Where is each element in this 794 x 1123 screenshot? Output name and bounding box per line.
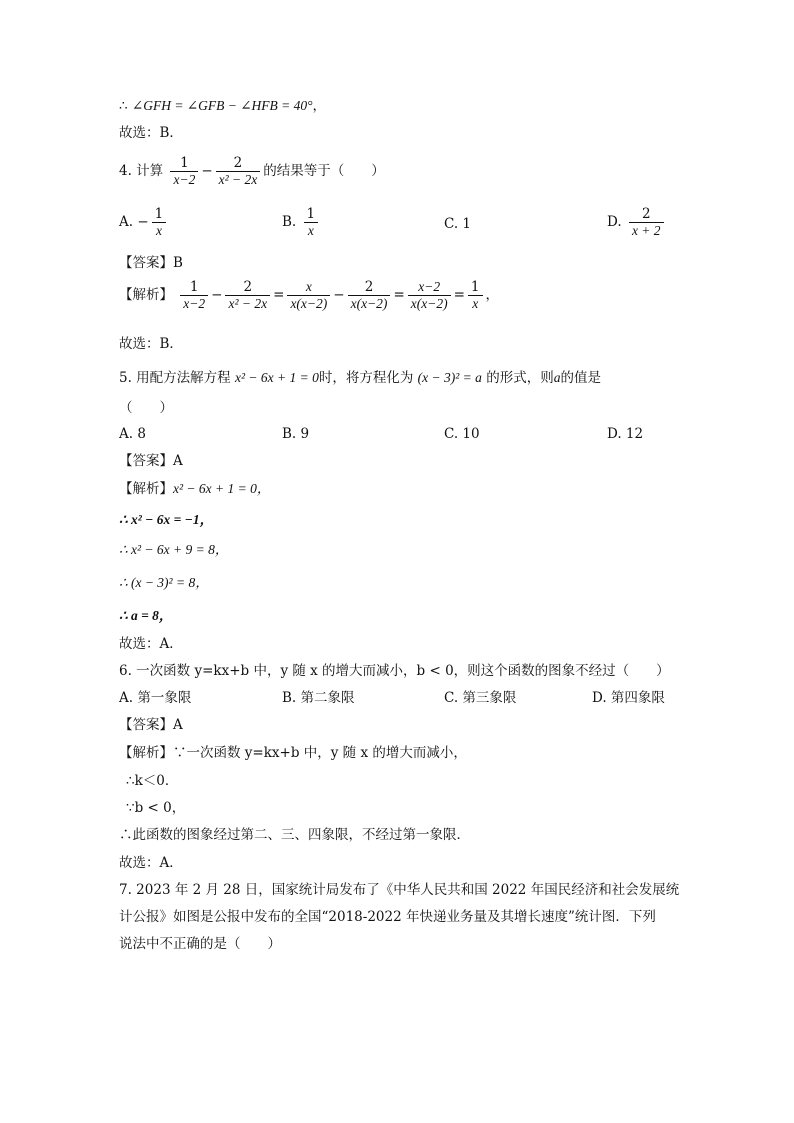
minus-sign: −	[333, 287, 345, 303]
q5-stem-part: 5. 用配方法解方程	[119, 370, 231, 386]
denominator: x	[468, 295, 483, 312]
numerator: x−2	[418, 279, 441, 294]
denominator: x² − 2x	[225, 295, 270, 312]
numerator: 2	[243, 279, 253, 295]
q5-analysis-line-1	[119, 479, 270, 499]
therefore-symbol: ∴	[119, 98, 128, 114]
numerator: 2	[233, 155, 243, 171]
q4-fraction-1	[170, 155, 198, 188]
analysis-label: 【解析】	[119, 287, 173, 303]
q6-option-b: B. 第二象限	[282, 690, 355, 706]
option-label: B.	[282, 214, 297, 230]
question-7-line-1: 7. 2023 年 2 月 28 日，国家统计局发布了《中华人民共和国 2022 年国民经济和社会发展统	[119, 882, 680, 898]
q5-option-d: D. 12	[607, 426, 644, 442]
analysis-fraction-3	[287, 279, 330, 312]
option-fraction	[629, 206, 664, 239]
denominator: x + 2	[629, 222, 664, 239]
question-5-stem	[119, 368, 601, 388]
q4-suffix: 的结果等于（ ）	[263, 163, 385, 179]
q5-stem-part: 时，将方程化为	[318, 370, 414, 386]
q6-option-d: D. 第四象限	[592, 690, 665, 706]
numerator: x	[305, 279, 312, 294]
option-fraction	[152, 206, 167, 239]
angle-expression: ∠GFH = ∠GFB − ∠HFB = 40°	[131, 98, 313, 113]
denominator: x−2	[180, 295, 208, 312]
question-6-stem: 6. 一次函数 y=kx+b 中，y 随 x 的增大而减小，b < 0，则这个函数的图象不经过（ ）	[119, 663, 670, 679]
denominator: x² − 2x	[216, 171, 261, 188]
option-label: A.	[119, 214, 134, 230]
numerator: 1	[306, 206, 316, 222]
q6-answer: 【答案】A	[119, 717, 183, 733]
q5-analysis-line-4: ∴ (x − 3)² = 8，	[119, 575, 209, 590]
analysis-fraction-2	[225, 279, 270, 312]
minus-sign: −	[211, 287, 223, 303]
punct: ，	[312, 98, 327, 114]
analysis-fraction-5	[408, 279, 451, 312]
q6-step-1: ∴k＜0．	[126, 773, 179, 789]
q6-analysis: 【解析】∵一次函数 y=kx+b 中，y 随 x 的增大而减小，	[119, 745, 467, 761]
option-fraction	[304, 206, 319, 239]
q4-prefix: 4. 计算	[119, 163, 164, 179]
q6-option-c: C. 第三象限	[444, 690, 517, 706]
denominator: x−2	[170, 171, 198, 188]
question-7-line-3: 说法中不正确的是（ ）	[119, 936, 281, 952]
equals-sign: =	[393, 287, 405, 303]
question-7-line-2: 计公报》如图是公报中发布的全国“2018-2022 年快递业务量及其增长速度”统计图．下列	[119, 909, 656, 925]
q4-fraction-2	[216, 155, 261, 188]
q5-paren: （ ）	[119, 400, 173, 416]
analysis-fraction-4	[348, 279, 391, 312]
denominator: x(x−2)	[408, 295, 451, 312]
q5-option-a: A. 8	[119, 426, 146, 442]
minus-sign: −	[201, 163, 213, 179]
angle-equation-line	[119, 96, 326, 116]
q4-option-d	[607, 206, 667, 239]
q4-option-a	[119, 206, 169, 239]
analysis-fraction-1	[180, 279, 208, 312]
denominator: x	[152, 222, 167, 239]
numerator: 1	[189, 279, 199, 295]
denominator: x	[304, 222, 319, 239]
analysis-label: 【解析】	[119, 481, 173, 497]
analysis-fraction-6	[468, 279, 483, 312]
numerator: 1	[470, 279, 480, 295]
denominator: x(x−2)	[348, 295, 391, 312]
analysis-step: x² − 6x + 1 = 0，	[173, 481, 271, 496]
punct: ，	[485, 287, 499, 303]
q6-option-a: A. 第一象限	[119, 690, 192, 706]
q5-analysis-line-2: ∴ x² − 6x = −1，	[119, 512, 214, 527]
minus-sign: −	[137, 214, 149, 230]
q4-answer: 【答案】B	[119, 255, 183, 271]
q5-stem-part: 的形式，则	[486, 370, 554, 386]
q5-target-form: (x − 3)² = a	[417, 370, 482, 385]
q5-variable: a	[553, 370, 561, 385]
q5-equation: x² − 6x + 1 = 0	[234, 370, 319, 385]
numerator: 1	[180, 155, 189, 171]
q5-option-b: B. 9	[282, 426, 310, 442]
q5-analysis-line-3: ∴ x² − 6x + 9 = 8，	[119, 542, 229, 557]
equals-sign: =	[453, 287, 465, 303]
option-label: D.	[607, 214, 622, 230]
q5-stem-part: 的值是	[560, 370, 601, 386]
q5-option-c: C. 10	[444, 426, 480, 442]
question-4-stem	[119, 155, 385, 188]
q5-answer: 【答案】A	[119, 453, 183, 469]
q6-step-3: ∴此函数的图象经过第二、三、四象限，不经过第一象限．	[119, 827, 470, 843]
q5-conclusion: 故选：A．	[119, 636, 183, 652]
equals-sign: =	[273, 287, 285, 303]
numerator: 2	[641, 206, 651, 222]
q4-conclusion: 故选：B．	[119, 336, 183, 352]
q5-analysis-line-5: ∴ a = 8，	[119, 608, 173, 623]
q4-option-c: C. 1	[444, 216, 472, 232]
denominator: x(x−2)	[287, 295, 330, 312]
numerator: 1	[154, 206, 164, 222]
q6-conclusion: 故选：A．	[119, 855, 183, 871]
q4-analysis	[119, 279, 499, 312]
q4-option-b	[282, 206, 321, 239]
numerator: 2	[364, 279, 374, 295]
choice-line-q3: 故选：B．	[119, 125, 183, 141]
q6-step-2: ∵b < 0，	[126, 800, 186, 816]
